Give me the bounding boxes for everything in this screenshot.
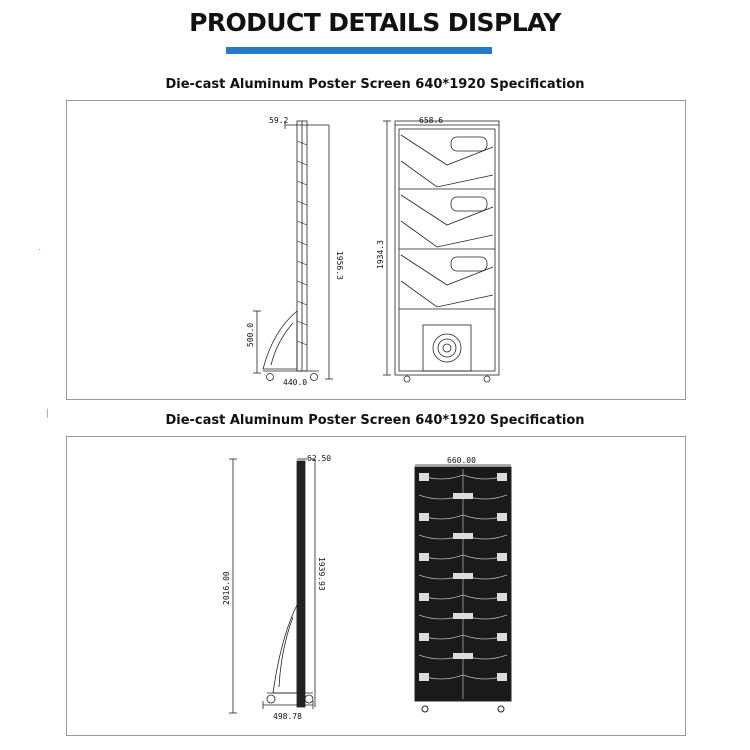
drawing-1-side-view [253,121,333,381]
side-base-width-label: 440.0 [283,378,308,387]
drawing-1-svg [67,101,685,399]
side-height-label: 1956.3 [335,251,344,280]
edge-mark-2: | [46,408,49,419]
drawing-2-title: Die-cast Aluminum Poster Screen 640*1920 Specification [165,413,585,428]
front2-width-label: 660.00 [447,456,476,465]
edge-mark: · [38,244,42,255]
side2-total-height-label: 2016.00 [222,571,231,605]
front-width-label: 658.6 [419,116,444,125]
side2-top-depth-label: 62.50 [307,454,332,463]
drawing-2-side-view [229,459,315,713]
drawing-2-front-view [415,465,511,712]
side2-height-label: 1939.93 [317,557,326,591]
drawing-2-panel [66,436,686,736]
drawing-1-front-view [383,121,499,382]
drawing-2-svg [67,437,685,735]
drawing-1-title: Die-cast Aluminum Poster Screen 640*1920 Specification [165,77,585,92]
side-top-depth-label: 59.2 [269,116,289,125]
page-title: PRODUCT DETAILS DISPLAY [189,8,561,37]
side-base-height-label: 500.0 [246,322,255,347]
title-underline [226,47,492,54]
front-height-label: 1934.3 [376,240,385,269]
drawing-1-panel [66,100,686,400]
side2-base-width-label: 498.78 [273,712,302,721]
